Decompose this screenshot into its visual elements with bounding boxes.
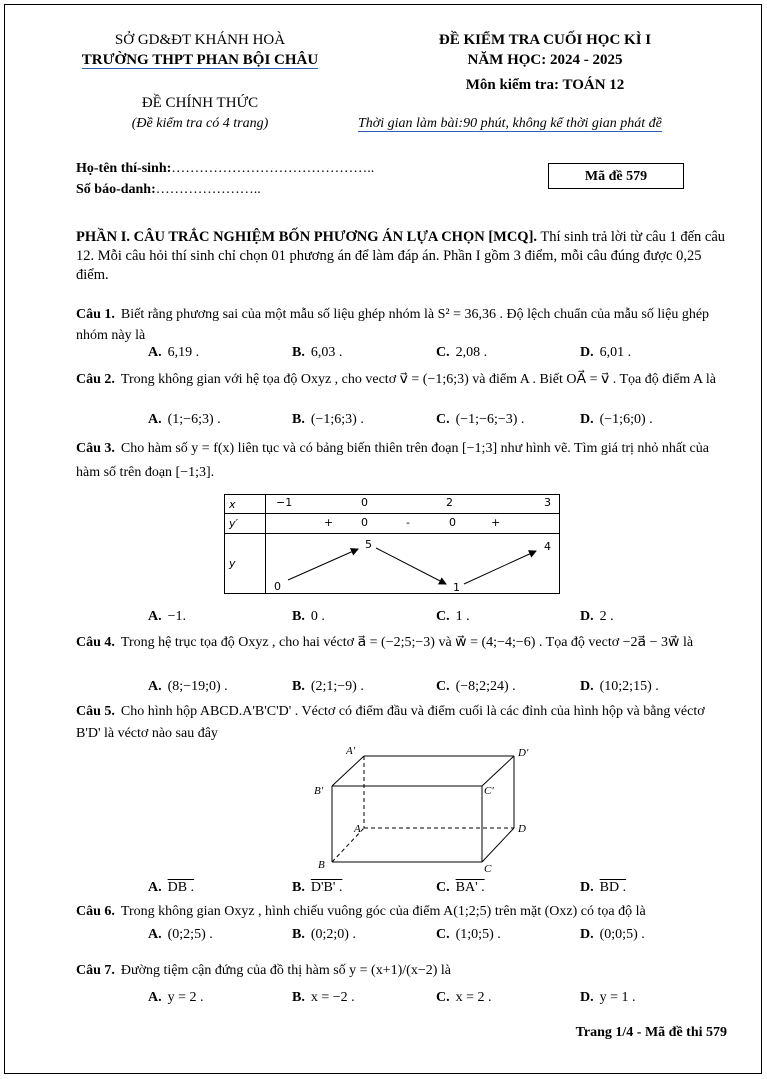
option-letter: D. <box>580 609 594 624</box>
option-a[interactable] <box>148 609 186 625</box>
option-c[interactable] <box>436 927 501 943</box>
option-letter: B. <box>292 880 305 895</box>
question-number: Câu 1. <box>76 307 115 322</box>
option-value: 2 . <box>599 609 614 624</box>
option-value: 6,19 . <box>167 345 200 360</box>
option-c[interactable] <box>436 990 492 1006</box>
exam-time-text: Thời gian làm bài:90 phút, không kể thời gian phát đề <box>358 116 662 131</box>
pages-note: (Đề kiểm tra có 4 trang) <box>131 116 269 131</box>
option-b[interactable] <box>292 990 355 1006</box>
bbt-yp-label: y′ <box>225 514 266 534</box>
option-letter: A. <box>148 412 162 427</box>
option-value: (−8;2;24) . <box>455 679 516 694</box>
box-label: C <box>484 863 492 875</box>
option-d[interactable] <box>580 609 614 625</box>
option-value: x = −2 . <box>310 990 355 1005</box>
arrow-up <box>464 551 536 584</box>
option-value: −1. <box>167 609 187 624</box>
option-letter: B. <box>292 412 305 427</box>
option-letter: C. <box>436 880 450 895</box>
option-value: (10;2;15) . <box>599 679 659 694</box>
option-letter: D. <box>580 345 594 360</box>
option-value: DB . <box>167 880 195 895</box>
question-number: Câu 7. <box>76 963 115 978</box>
option-letter: A. <box>148 609 162 624</box>
option-letter: D. <box>580 679 594 694</box>
option-letter: C. <box>436 412 450 427</box>
option-value: (0;2;5) . <box>167 927 213 942</box>
option-value: 2,08 . <box>455 345 488 360</box>
option-a[interactable] <box>148 880 194 896</box>
bbt-sign: + <box>324 516 334 529</box>
bbt-y-val: 1 <box>453 581 460 594</box>
option-letter: C. <box>436 609 450 624</box>
box-label: B′ <box>314 785 324 797</box>
bbt-x-row <box>266 495 560 514</box>
option-letter: A. <box>148 679 162 694</box>
options-q6 <box>148 927 728 947</box>
option-a[interactable] <box>148 412 221 428</box>
option-d[interactable] <box>580 927 645 943</box>
question-text: Đường tiệm cận đứng của đồ thị hàm số y = (x+1)/(x−2) là <box>120 963 451 978</box>
box-label: D′ <box>518 747 529 759</box>
student-name-label: Họ-tên thí-sinh: <box>76 161 172 176</box>
option-d[interactable] <box>580 412 653 428</box>
student-name-dots: …………………………………….. <box>171 161 375 176</box>
option-d[interactable] <box>580 880 626 896</box>
option-letter: C. <box>436 679 450 694</box>
option-value: (−1;6;3) . <box>310 412 364 427</box>
question-2 <box>76 369 728 390</box>
option-c[interactable] <box>436 609 470 625</box>
option-c[interactable] <box>436 679 516 695</box>
option-c[interactable] <box>436 412 524 428</box>
bbt-x-val: 3 <box>544 496 551 509</box>
option-value: 6,01 . <box>599 345 632 360</box>
option-letter: A. <box>148 880 162 895</box>
bbt-x-label: x <box>225 495 266 514</box>
arrow-up <box>288 549 358 580</box>
option-value: (1;0;5) . <box>455 927 501 942</box>
question-text: Cho hình hộp ABCD.A'B'C'D' . Véctơ có điểm đầu và điểm cuối là các đỉnh của hình hộp và bằng véctơ B'D' là véctơ nào sau đây <box>76 704 705 741</box>
bbt-y-val: 0 <box>274 580 281 593</box>
option-d[interactable] <box>580 345 631 361</box>
bbt-y-row <box>266 534 560 594</box>
option-value: (8;−19;0) . <box>167 679 228 694</box>
question-4 <box>76 631 728 655</box>
bbt-arrows <box>266 534 566 594</box>
question-text: Trong không gian với hệ tọa độ Oxyz , cho vectơ v⃗ = (−1;6;3) và điểm A . Biết OA⃗ = v⃗ . Tọa độ điểm A là <box>120 372 716 387</box>
option-value: (0;0;5) . <box>599 927 645 942</box>
options-q1 <box>148 345 728 365</box>
option-d[interactable] <box>580 990 636 1006</box>
option-a[interactable] <box>148 345 199 361</box>
option-letter: A. <box>148 990 162 1005</box>
bbt-x-val: 0 <box>361 496 368 509</box>
arrow-down <box>376 548 446 584</box>
option-value: (−1;−6;−3) . <box>455 412 525 427</box>
question-text: Trong hệ trục tọa độ Oxyz , cho hai véctơ a⃗ = (−2;5;−3) và w⃗ = (4;−4;−6) . Tọa độ vectơ −2a⃗ − 3w⃗ là <box>120 635 694 650</box>
option-letter: C. <box>436 990 450 1005</box>
question-6 <box>76 901 728 923</box>
option-value: BA' . <box>455 880 485 895</box>
option-value: D'B' . <box>310 880 343 895</box>
official-label: ĐỀ CHÍNH THỨC <box>141 95 259 111</box>
student-id-line <box>76 182 261 198</box>
school-name-text: TRƯỜNG THPT PHAN BỘI CHÂU <box>81 52 319 68</box>
option-letter: C. <box>436 927 450 942</box>
option-letter: D. <box>580 880 594 895</box>
option-letter: B. <box>292 990 305 1005</box>
question-1 <box>76 304 728 346</box>
option-value: y = 2 . <box>167 990 204 1005</box>
part1-title: PHẦN I. CÂU TRẮC NGHIỆM BỐN PHƯƠNG ÁN LỰA CHỌN [MCQ]. <box>76 229 538 245</box>
question-number: Câu 4. <box>76 635 115 650</box>
options-q3 <box>148 609 728 629</box>
exam-code-box: Mã đề 579 <box>548 163 684 189</box>
dept-name: SỞ GD&ĐT KHÁNH HOÀ <box>114 32 286 48</box>
bbt-y-label: y <box>225 534 266 594</box>
option-b[interactable] <box>292 609 325 625</box>
option-b[interactable] <box>292 412 364 428</box>
option-value: 1 . <box>455 609 470 624</box>
option-value: (1;−6;3) . <box>167 412 221 427</box>
option-value: (0;2;0) . <box>310 927 356 942</box>
question-number: Câu 6. <box>76 904 115 919</box>
page-footer: Trang 1/4 - Mã đề thi 579 <box>575 1025 727 1040</box>
bbt-sign-row <box>266 514 560 534</box>
question-3 <box>76 437 728 485</box>
option-letter: A. <box>148 345 162 360</box>
exam-time <box>358 116 662 132</box>
option-letter: A. <box>148 927 162 942</box>
box-label: D <box>518 823 526 835</box>
bbt-x-val: 2 <box>446 496 453 509</box>
option-d[interactable] <box>580 679 659 695</box>
option-letter: D. <box>580 927 594 942</box>
option-value: BD . <box>599 880 627 895</box>
option-b[interactable] <box>292 927 356 943</box>
question-text: Cho hàm số y = f(x) liên tục và có bảng biến thiên trên đoạn [−1;3] như hình vẽ. Tìm giá trị nhỏ nhất của hàm số trên đoạn [−1;3]. <box>76 441 709 480</box>
part1-text: Thí sinh trả lời từ câu 1 đến câu 12. Mỗi câu hỏi thí sinh chỉ chọn 01 phương án để làm đáp án. Phần I gồm 3 điểm, mỗi câu đúng được 0,25 điểm. <box>76 229 726 283</box>
option-value: 6,03 . <box>310 345 343 360</box>
question-number: Câu 3. <box>76 441 115 456</box>
option-letter: B. <box>292 345 305 360</box>
bbt-x-val: −1 <box>276 496 293 509</box>
box-label: A <box>354 823 361 835</box>
option-a[interactable] <box>148 927 213 943</box>
option-value: y = 1 . <box>599 990 636 1005</box>
option-b[interactable] <box>292 880 342 896</box>
option-letter: D. <box>580 990 594 1005</box>
option-a[interactable] <box>148 990 204 1006</box>
option-letter: B. <box>292 679 305 694</box>
question-number: Câu 5. <box>76 704 115 719</box>
option-value: (−1;6;0) . <box>599 412 653 427</box>
exam-title: ĐỀ KIỂM TRA CUỐI HỌC KÌ I <box>438 32 652 48</box>
bbt-sign: + <box>491 516 501 529</box>
option-letter: D. <box>580 412 594 427</box>
variation-table <box>224 494 560 594</box>
bbt-y-val: 4 <box>544 540 551 553</box>
question-number: Câu 2. <box>76 372 115 387</box>
part1-instructions <box>76 228 728 285</box>
option-b[interactable] <box>292 345 342 361</box>
bbt-sign: 0 <box>449 516 456 529</box>
student-id-dots: ………………….. <box>155 182 261 197</box>
option-a[interactable] <box>148 679 228 695</box>
options-q4 <box>148 679 728 699</box>
subject: Môn kiểm tra: TOÁN 12 <box>465 77 625 93</box>
option-letter: C. <box>436 345 450 360</box>
options-q2 <box>148 412 728 432</box>
options-q7 <box>148 990 728 1010</box>
options-q5 <box>148 880 728 900</box>
question-5 <box>76 701 728 745</box>
option-letter: B. <box>292 609 305 624</box>
option-c[interactable] <box>436 880 485 896</box>
question-text: Biết rằng phương sai của một mẫu số liệu ghép nhóm là S² = 36,36 . Độ lệch chuẩn của mẫu số liệu ghép nhóm này là <box>76 307 710 343</box>
school-name <box>70 52 330 69</box>
question-text: Trong không gian Oxyz , hình chiếu vuông góc của điểm A(1;2;5) trên mặt (Oxz) có tọa độ là <box>120 904 646 919</box>
box-label: C′ <box>484 785 494 797</box>
option-c[interactable] <box>436 345 487 361</box>
student-name-line <box>76 161 374 177</box>
box-label: B <box>318 859 325 871</box>
option-value: (2;1;−9) . <box>310 679 364 694</box>
option-value: 0 . <box>310 609 325 624</box>
student-id-label: Số báo-danh: <box>76 182 156 197</box>
box-label: A′ <box>346 745 356 757</box>
option-b[interactable] <box>292 679 364 695</box>
box-figure <box>306 744 566 879</box>
option-value: x = 2 . <box>455 990 492 1005</box>
question-7 <box>76 960 728 982</box>
bbt-sign: - <box>406 516 410 529</box>
bbt-sign: 0 <box>361 516 368 529</box>
school-year: NĂM HỌC: 2024 - 2025 <box>467 52 623 68</box>
option-letter: B. <box>292 927 305 942</box>
bbt-y-val: 5 <box>365 538 372 551</box>
